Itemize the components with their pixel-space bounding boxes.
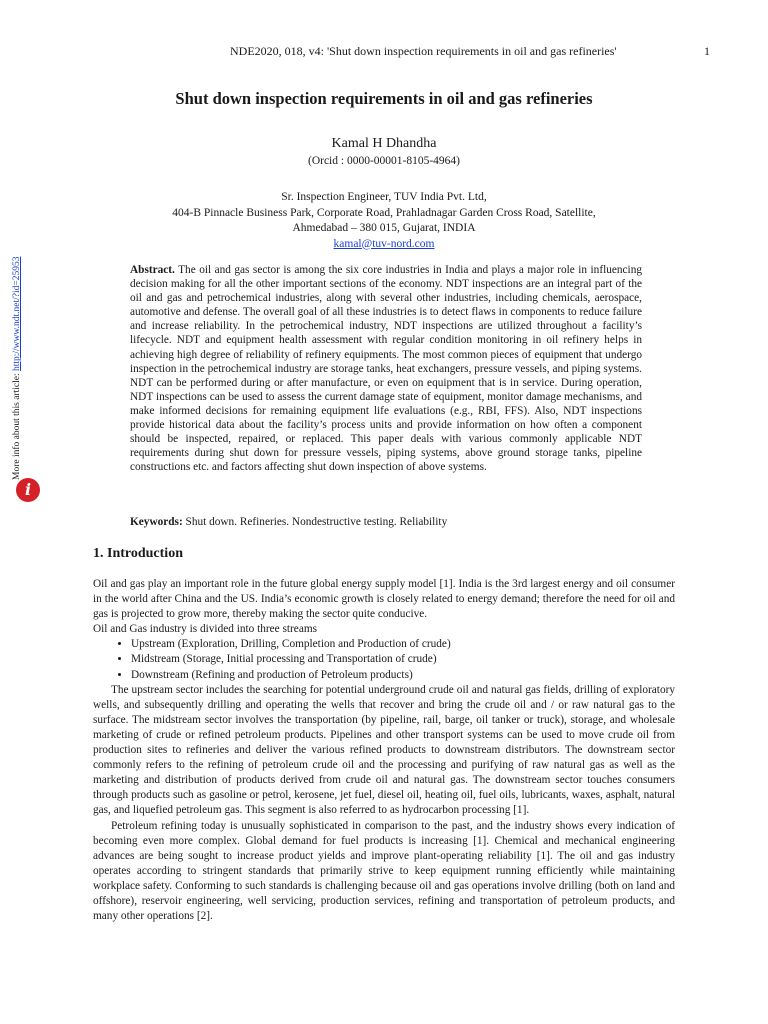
- abstract: [130, 263, 642, 474]
- keywords: [130, 515, 642, 529]
- author-block: [120, 135, 648, 252]
- article-info-label: More info about this article:: [12, 373, 22, 480]
- author-email-link[interactable]: kamal@tuv-nord.com: [333, 237, 435, 250]
- author-orcid: (Orcid : 0000-00001-8105-4964): [307, 155, 461, 167]
- list-item: • Downstream (Refining and production of Petroleum products): [131, 668, 675, 683]
- streams-intro: Oil and Gas industry is divided into three streams: [93, 623, 318, 636]
- article-info-sidebar: [12, 250, 26, 480]
- abstract-text: The oil and gas sector is among the six core industries in India and plays a major role in influencing decision making for all the other important sections of the economy. NDT inspections are an integral part of the oil and gas and petrochemical industries, along with several other industries, including chemicals, aerospace, automotive and defense. The overall goal of all these industries is to detect flaws in components to reduce failure and increase reliability. In the petrochemical industry, NDT inspections are utilized throughout a facility’s lifecycle. NDT and equipment health assessment with regular condition monitoring in oil refinery helps in achieving high degree of reliability of refinery equipments. The most common pieces of equipment that undergo inspection in the petrochemical industry are storage tanks, heat exchangers, pressure vessels, and piping systems. NDT can be performed during or after manufacture, or even on equipment that is in service. During operation, NDT inspections can be used to assess the current damage state of equipment, monitor damage mechanisms, and make informed decisions for remaining equipment life evaluations (e.g., RBI, FFS). Also, NDT inspections provide historical data about the facility’s process units and provide information on how often a component should be inspected, repaired, or replaced. This paper deals with various commonly applicable NDT requirements during shut down for pressure vessels, piping systems, above ground storage tanks, pipeline constructions etc. and factors affecting shut down inspection of above systems.: [130, 264, 642, 474]
- abstract-label: Abstract.: [130, 264, 175, 276]
- author-name: Kamal H Dhandha: [331, 136, 437, 151]
- running-header: [230, 44, 710, 59]
- running-title: NDE2020, 018, v4: 'Shut down inspection requirements in oil and gas refineries': [230, 44, 617, 58]
- keywords-text: Shut down. Refineries. Nondestructive testing. Reliability: [185, 516, 448, 528]
- affiliation-line-3: Ahmedabad – 380 015, Gujarat, INDIA: [292, 222, 476, 234]
- info-icon[interactable]: i: [16, 478, 40, 502]
- keywords-label: Keywords:: [130, 516, 183, 528]
- page-number: 1: [704, 44, 710, 58]
- introduction-body: [93, 577, 675, 924]
- streams-list: [93, 637, 675, 682]
- list-item: • Upstream (Exploration, Drilling, Completion and Production of crude): [131, 637, 675, 652]
- affiliation: [120, 190, 648, 252]
- intro-paragraph-3: Petroleum refining today is unusually sophisticated in comparison to the past, and the industry shows every indication of becoming even more complex. Global demand for fuel products is increasing [1]. Chemical and mechanical engineering advances are being sought to increase product yields and improve plant-operating reliability [1]. The oil and gas industry operates according to stringent standards that primarily strive to keep equipment running efficiently while maintaining workplace safety. Conforming to such standards is challenging because oil and gas operations involve drilling (both on land and offshore), reservoir engineering, well servicing, production services, refining and transportation of petroleum products, and many other operations [2].: [93, 819, 675, 923]
- section-heading-introduction: 1. Introduction: [93, 546, 183, 561]
- article-info-link[interactable]: http://www.ndt.net/?id=25953: [12, 256, 22, 372]
- list-item: • Midstream (Storage, Initial processing and Transportation of crude): [131, 652, 675, 667]
- affiliation-line-2: 404-B Pinnacle Business Park, Corporate Road, Prahladnagar Garden Cross Road, Satellite,: [172, 206, 596, 219]
- affiliation-line-1: Sr. Inspection Engineer, TUV India Pvt. Ltd,: [281, 191, 487, 203]
- intro-paragraph-1: Oil and gas play an important role in the future global energy supply model [1]. India is the 3rd largest energy and oil consumer in the world after China and the US. India’s economic growth is closely related to energy demand; therefore the need for oil and gas is projected to grow more, thereby making the sector quite conducive.: [93, 578, 675, 621]
- paper-title: Shut down inspection requirements in oil and gas refineries: [175, 89, 593, 108]
- intro-paragraph-2: The upstream sector includes the searching for potential underground crude oil and natural gas fields, drilling of exploratory wells, and subsequently drilling and operating the wells that recover and bring the crude oil and / or raw natural gas to the surface. The midstream sector involves the transportation (by pipeline, rail, barge, oil tanker or truck), storage, and wholesale marketing of crude or refined petroleum products. Pipelines and other transport systems can be used to move crude oil from production sites to refineries and deliver the various refined products to downstream distributors. The downstream sector commonly refers to the refining of petroleum crude oil and the processing and purifying of raw natural gas as well as the marketing and distribution of products derived from crude oil and natural gas. The downstream sector touches consumers through products such as gasoline or petrol, kerosene, jet fuel, diesel oil, heating oil, fuel oils, lubricants, waxes, asphalt, natural gas, and liquefied petroleum gas. This segment is also referred to as hydrocarbon processing [1].: [93, 683, 675, 817]
